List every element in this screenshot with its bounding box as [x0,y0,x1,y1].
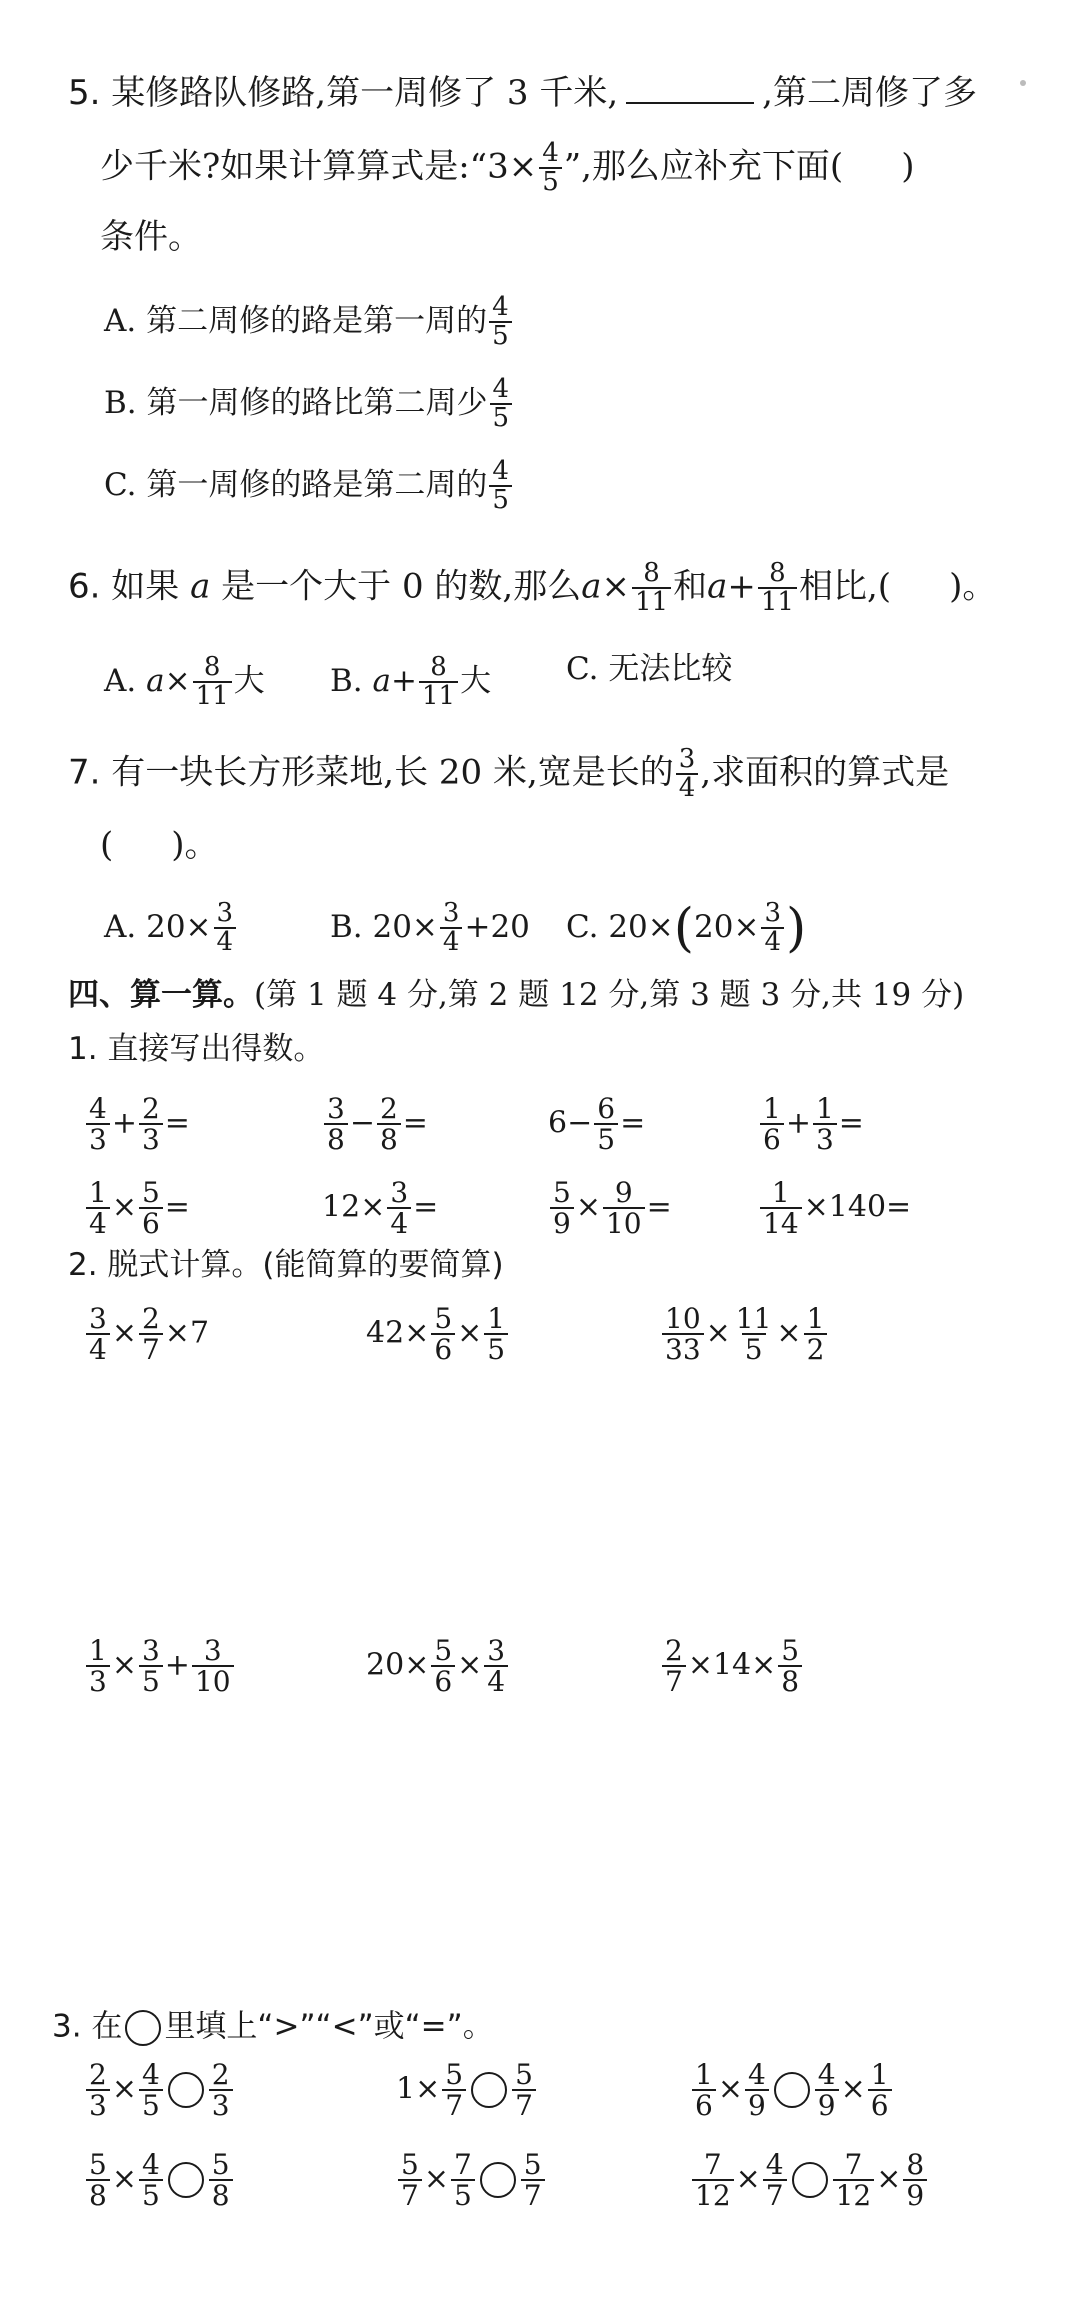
q7-option-a[interactable]: A. 20× $\frac{3}{4}$ [104,900,238,957]
q7-option-c[interactable]: C. 20×(20× $\frac{3}{4}$ ) [566,898,807,959]
fraction: $\frac{4}{7}$ [763,2150,787,2211]
calc-2-1[interactable]: $\frac{1}{4}$ × $\frac{5}{6}$ = [84,1178,190,1239]
sub1-title: 1. 直接写出得数。 [68,1031,325,1067]
section-score: (第 1 题 4 分,第 2 题 12 分,第 3 题 3 分,共 19 分) [254,977,965,1013]
q6-line1: 6. 如果 a 是一个大于 0 的数,那么a× $\frac{8}{11}$ 和a+ $\frac{8}{11}$ 相比,( )。 [68,558,997,618]
fraction: $\frac{5}{8}$ [86,2150,110,2211]
fraction: $\frac{5}{7}$ [512,2060,536,2121]
fraction: $\frac{3}{4}$ [387,1178,411,1239]
circle-icon [125,2010,161,2046]
q5-option-c[interactable]: C. 第一周修的路是第二周的 $\frac{4}{5}$ [104,458,514,515]
fraction: $\frac{5}{6}$ [139,1178,163,1239]
compare-circle[interactable] [792,2162,828,2198]
fraction: $\frac{1}{2}$ [804,1304,828,1365]
fraction: $\frac{5}{7}$ [398,2150,422,2211]
q5-line2: 少千米?如果计算算式是:“3× $\frac{4}{5}$ ”,那么应补充下面( ) [100,138,915,198]
fraction: $\frac{5}{6}$ [431,1304,455,1365]
q5-number: 5. [68,73,101,113]
fraction: $\frac{5}{9}$ [550,1178,574,1239]
compare-1: $\frac{2}{3}$ × $\frac{4}{5}$ $\frac{2}{3}$ [84,2060,235,2121]
calc-2-4[interactable]: $\frac{1}{14}$ ×140= [758,1178,911,1239]
q5-option-a[interactable]: A. 第二周修的路是第一周的 $\frac{4}{5}$ [104,294,514,351]
fraction: $\frac{3}{10}$ [192,1636,234,1697]
fraction: $\frac{1}{5}$ [484,1304,508,1365]
fraction: $\frac{1}{6}$ [868,2060,892,2121]
q7-line2: ( )。 [100,825,219,865]
q5-option-b[interactable]: B. 第一周修的路比第二周少 $\frac{4}{5}$ [104,376,514,433]
q6-option-c[interactable]: C. 无法比较 [566,651,733,687]
fraction: $\frac{7}{12}$ [692,2150,734,2211]
fraction: $\frac{3}{5}$ [139,1636,163,1697]
fraction: $\frac{4}{5}$ [489,458,512,515]
fraction: $\frac{6}{5}$ [594,1094,618,1155]
fraction: $\frac{1}{3}$ [813,1094,837,1155]
expr-6[interactable]: $\frac{2}{7}$ ×14× $\frac{5}{8}$ [660,1636,804,1697]
fraction: $\frac{2}{8}$ [377,1094,401,1155]
expr-3[interactable]: $\frac{10}{33}$ × $\frac{11}{5}$ × $\frac{1}{2}$ [660,1304,829,1365]
compare-circle[interactable] [480,2162,516,2198]
fraction: $\frac{8}{11}$ [419,654,458,711]
fraction: $\frac{3}{8}$ [324,1094,348,1155]
fraction: $\frac{8}{9}$ [903,2150,927,2211]
fraction: $\frac{11}{5}$ [735,1302,772,1367]
fraction: $\frac{1}{14}$ [760,1178,802,1239]
fraction: $\frac{3}{4}$ [676,746,699,803]
fraction: $\frac{3}{4}$ [86,1304,110,1365]
compare-6: $\frac{7}{12}$ × $\frac{4}{7}$ $\frac{7}{12}$ × $\frac{8}{9}$ [690,2150,929,2211]
compare-2: 1× $\frac{5}{7}$ $\frac{5}{7}$ [396,2060,538,2121]
fraction: $\frac{4}{9}$ [815,2060,839,2121]
q6-number: 6. [68,566,101,607]
fraction: $\frac{2}{3}$ [86,2060,110,2121]
fraction: $\frac{8}{11}$ [193,654,232,711]
q7-option-b[interactable]: B. 20× $\frac{3}{4}$ +20 [330,898,530,958]
fraction: $\frac{4}{3}$ [86,1094,110,1155]
compare-3: $\frac{1}{6}$ × $\frac{4}{9}$ $\frac{4}{9}$ × $\frac{1}{6}$ [690,2060,894,2121]
q5-line3: 条件。 [100,217,202,257]
expr-4[interactable]: $\frac{1}{3}$ × $\frac{3}{5}$ + $\frac{3}{10}$ [84,1636,236,1697]
q6-option-b[interactable]: B. a+ $\frac{8}{11}$ 大 [330,652,492,712]
fraction: $\frac{4}{5}$ [139,2150,163,2211]
calc-1-2[interactable]: $\frac{3}{8}$ − $\frac{2}{8}$ = [322,1094,428,1155]
compare-circle[interactable] [774,2072,810,2108]
fraction: $\frac{3}{4}$ [484,1636,508,1697]
fraction: $\frac{4}{9}$ [745,2060,769,2121]
q6-option-a[interactable]: A. a× $\frac{8}{11}$ 大 [104,652,265,712]
compare-5: $\frac{5}{7}$ × $\frac{7}{5}$ $\frac{5}{7}$ [396,2150,547,2211]
fraction: $\frac{3}{4}$ [761,900,784,957]
fraction: $\frac{2}{7}$ [662,1636,686,1697]
compare-circle[interactable] [168,2072,204,2108]
fraction: $\frac{3}{4}$ [440,900,463,957]
q5-line1: 5. 某修路队修路,第一周修了 3 千米, ,第二周修了多 [68,73,977,113]
fraction: $\frac{4}{5}$ [139,2060,163,2121]
fraction: $\frac{2}{3}$ [139,1094,163,1155]
fraction: $\frac{5}{6}$ [431,1636,455,1697]
calc-1-4[interactable]: $\frac{1}{6}$ + $\frac{1}{3}$ = [758,1094,864,1155]
fraction: $\frac{5}{8}$ [778,1636,802,1697]
q7-line1: 7. 有一块长方形菜地,长 20 米,宽是长的 $\frac{3}{4}$ ,求面积的算式是 [68,744,950,804]
expr-2[interactable]: 42× $\frac{5}{6}$ × $\frac{1}{5}$ [366,1304,510,1365]
fraction: $\frac{8}{11}$ [632,560,671,617]
expr-1[interactable]: $\frac{3}{4}$ × $\frac{2}{7}$ ×7 [84,1304,209,1365]
fraction: $\frac{9}{10}$ [603,1178,645,1239]
fraction: $\frac{1}{4}$ [86,1178,110,1239]
fraction: $\frac{5}{8}$ [209,2150,233,2211]
fraction: $\frac{3}{4}$ [214,900,237,957]
section-title: 四、算一算。 [68,977,254,1013]
fraction: $\frac{1}{3}$ [86,1636,110,1697]
fraction: $\frac{5}{7}$ [521,2150,545,2211]
fraction: $\frac{5}{7}$ [442,2060,466,2121]
fraction: $\frac{7}{12}$ [833,2150,875,2211]
calc-1-3[interactable]: 6− $\frac{6}{5}$ = [548,1092,646,1157]
fraction: $\frac{4}{5}$ [489,294,512,351]
calc-2-3[interactable]: $\frac{5}{9}$ × $\frac{9}{10}$ = [548,1178,672,1239]
calc-1-1[interactable]: $\frac{4}{3}$ + $\frac{2}{3}$ = [84,1094,190,1155]
fraction: $\frac{8}{11}$ [758,560,797,617]
fraction: $\frac{2}{3}$ [209,2060,233,2121]
fraction: $\frac{1}{6}$ [760,1094,784,1155]
q5-blank[interactable] [626,78,754,104]
q7-number: 7. [68,752,101,793]
sub3-title: 3. 在 里填上“>”“<”或“=”。 [52,2008,494,2045]
fraction: $\frac{2}{7}$ [139,1304,163,1365]
corner-mark [1020,80,1026,86]
compare-circle[interactable] [168,2162,204,2198]
sub2-title: 2. 脱式计算。(能简算的要简算) [68,1247,504,1283]
fraction: $\frac{7}{5}$ [451,2150,475,2211]
calc-2-2[interactable]: 12× $\frac{3}{4}$ = [322,1176,439,1241]
compare-circle[interactable] [471,2072,507,2108]
fraction: $\frac{4}{5}$ [539,140,562,197]
fraction: $\frac{1}{6}$ [692,2060,716,2121]
section-4-header [68,977,965,1013]
expr-5[interactable]: 20× $\frac{5}{6}$ × $\frac{3}{4}$ [366,1636,510,1697]
fraction: $\frac{10}{33}$ [662,1304,704,1365]
fraction: $\frac{4}{5}$ [490,376,513,433]
compare-4: $\frac{5}{8}$ × $\frac{4}{5}$ $\frac{5}{8}$ [84,2150,235,2211]
